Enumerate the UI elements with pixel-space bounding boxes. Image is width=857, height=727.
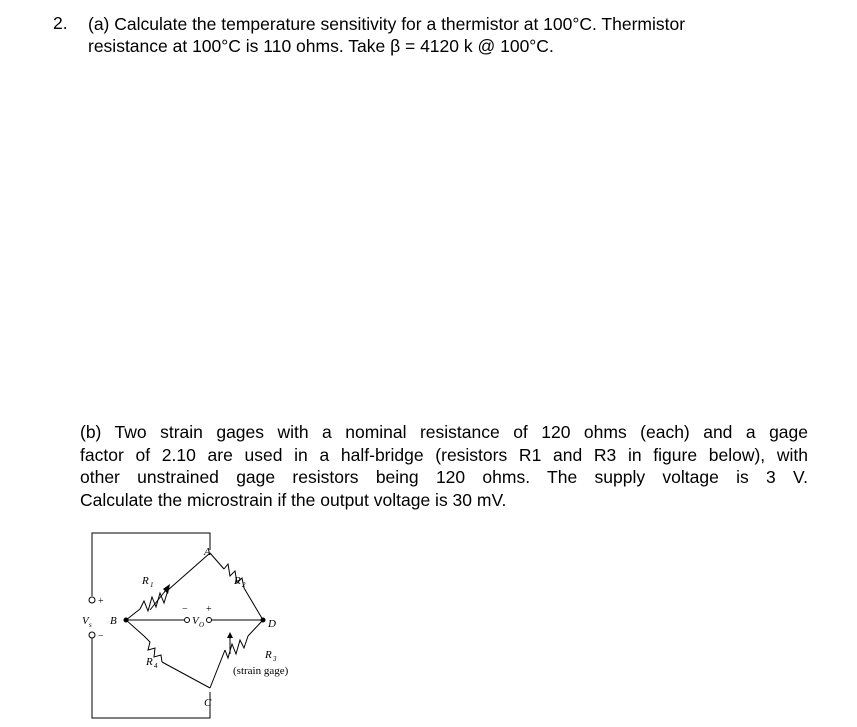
r3-label: R — [265, 649, 272, 661]
r1-subscript: 1 — [150, 581, 154, 589]
vs-label: V — [82, 615, 89, 627]
part-b-line: (b) Two strain gages with a nominal resistance of 120 ohms (each) and a gage — [80, 422, 808, 442]
r1-arrow-shaft — [150, 590, 166, 610]
node-d-dot — [261, 618, 266, 623]
part-a-text — [88, 13, 788, 57]
vo-plus-sign: + — [206, 604, 212, 615]
vs-plus-sign: + — [98, 596, 104, 607]
part-b-line: factor of 2.10 are used in a half-bridge (resistors R1 and R3 in figure below), with — [80, 444, 808, 465]
node-b-dot — [124, 618, 129, 623]
node-d-label: D — [268, 618, 276, 630]
r3-arrowhead — [227, 632, 233, 638]
r2-subscript: 2 — [242, 581, 246, 589]
r2-label: R — [234, 575, 241, 587]
part-b-line: Calculate the microstrain if the output voltage is 30 mV. — [80, 489, 507, 510]
part-b-text — [80, 421, 808, 511]
wheatstone-bridge-diagram — [78, 528, 318, 723]
r4-subscript: 4 — [154, 662, 158, 670]
part-a-line: (a) Calculate the temperature sensitivity for a thermistor at 100°C. Thermistor — [88, 14, 686, 34]
part-a-line: resistance at 100°C is 110 ohms. Take β = 4120 k @ 100°C. — [88, 36, 554, 56]
vs-subscript: s — [89, 621, 92, 629]
r3-note: (strain gage) — [233, 665, 289, 677]
node-b-label: B — [110, 615, 117, 627]
vs-minus-sign: − — [98, 631, 104, 642]
r4-label: R — [146, 656, 153, 668]
vo-terminal-left — [185, 618, 190, 623]
question-number: 2. — [53, 13, 68, 33]
vo-label: V — [192, 615, 199, 627]
r3-subscript: 3 — [273, 655, 277, 663]
vo-terminal-right — [207, 618, 212, 623]
vs-terminal-plus — [89, 597, 95, 603]
node-c-label: C — [204, 697, 212, 709]
part-b-line: other unstrained gage resistors being 120 ohms. The supply voltage is 3 V. — [80, 467, 808, 487]
r1-label: R — [142, 575, 149, 587]
r3-resistor — [225, 636, 248, 658]
vo-subscript: O — [199, 621, 205, 629]
node-a-label: A — [204, 546, 211, 558]
vo-minus-sign: − — [182, 604, 188, 615]
vs-terminal-minus — [89, 632, 95, 638]
